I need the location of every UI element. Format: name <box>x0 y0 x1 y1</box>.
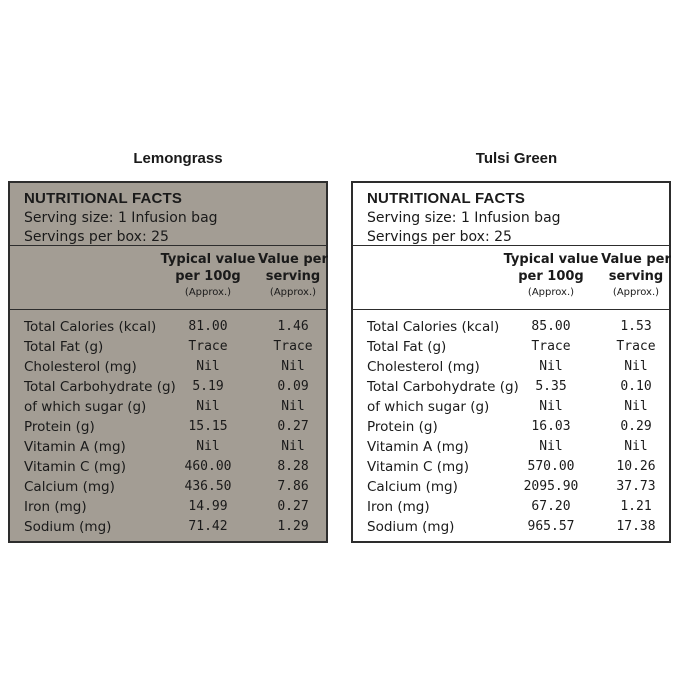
nutrient-name: Total Calories (kcal) <box>367 319 500 335</box>
value-per-100g: Nil <box>196 399 220 414</box>
facts-title: NUTRITIONAL FACTS <box>367 190 526 207</box>
value-per-serving: 1.46 <box>277 319 309 334</box>
value-per-serving: 0.09 <box>277 379 309 394</box>
nutrient-name: Iron (mg) <box>24 499 87 515</box>
value-per-100g: 965.57 <box>527 519 575 534</box>
value-per-100g: Nil <box>196 359 220 374</box>
value-per-serving: 8.28 <box>277 459 309 474</box>
servings-per-box: Servings per box: 25 <box>367 229 512 245</box>
col2-line1: Value per <box>258 252 328 267</box>
nutrient-row <box>353 437 669 457</box>
value-per-serving: Nil <box>281 439 305 454</box>
nutrient-row <box>353 477 669 497</box>
nutrient-rows <box>10 310 326 537</box>
nutrient-name: Total Calories (kcal) <box>24 319 157 335</box>
nutrient-row <box>353 517 669 537</box>
nutrient-name: Protein (g) <box>367 419 438 435</box>
value-per-serving: Trace <box>273 339 313 354</box>
value-per-100g: 81.00 <box>188 319 228 334</box>
value-per-100g: 570.00 <box>527 459 575 474</box>
nutrient-name: Total Fat (g) <box>24 339 104 355</box>
value-per-serving: Nil <box>624 399 648 414</box>
value-per-100g: 5.19 <box>192 379 224 394</box>
col1-line1: Typical value <box>160 252 256 267</box>
col-value-per-serving-header <box>258 251 328 300</box>
nutrient-row <box>353 337 669 357</box>
panel-header <box>10 183 326 246</box>
value-per-serving: 7.86 <box>277 479 309 494</box>
col2-line1: Value per <box>601 252 671 267</box>
value-per-serving: 0.27 <box>277 419 309 434</box>
col2-line2: serving <box>608 269 664 284</box>
nutrient-name: Total Carbohydrate (g) <box>367 379 519 395</box>
nutrient-name: Sodium (mg) <box>367 519 455 535</box>
value-per-serving: Nil <box>281 399 305 414</box>
value-per-serving: 0.29 <box>620 419 652 434</box>
value-per-serving: 1.21 <box>620 499 652 514</box>
nutrient-row <box>353 397 669 417</box>
value-per-100g: 460.00 <box>184 459 232 474</box>
nutrient-name: Total Carbohydrate (g) <box>24 379 176 395</box>
col-typical-value-header <box>503 251 599 300</box>
nutrient-row <box>10 317 326 337</box>
value-per-serving: Nil <box>281 359 305 374</box>
nutrient-name: Iron (mg) <box>367 499 430 515</box>
nutrient-name: of which sugar (g) <box>367 399 490 415</box>
nutrient-name: Calcium (mg) <box>367 479 458 495</box>
panel-header <box>353 183 669 246</box>
nutrient-name: Sodium (mg) <box>24 519 112 535</box>
nutrient-row <box>353 497 669 517</box>
col2-line2: serving <box>265 269 321 284</box>
value-per-100g: Nil <box>539 439 563 454</box>
value-per-serving: 0.10 <box>620 379 652 394</box>
nutrient-name: of which sugar (g) <box>24 399 147 415</box>
nutrient-name: Protein (g) <box>24 419 95 435</box>
nutrient-name: Vitamin C (mg) <box>367 459 469 475</box>
nutrient-name: Vitamin A (mg) <box>367 439 469 455</box>
value-per-100g: 2095.90 <box>523 479 579 494</box>
servings-per-box: Servings per box: 25 <box>24 229 169 245</box>
nutrient-row <box>10 477 326 497</box>
value-per-100g: Trace <box>531 339 571 354</box>
column-headers <box>353 246 669 310</box>
col-value-per-serving-header <box>601 251 671 300</box>
nutrient-name: Cholesterol (mg) <box>24 359 137 375</box>
lemongrass-title: Lemongrass <box>133 150 223 167</box>
value-per-100g: 85.00 <box>531 319 571 334</box>
nutrient-row <box>10 437 326 457</box>
col1-line1: Typical value <box>503 252 599 267</box>
col2-approx: (Approx.) <box>612 287 660 298</box>
col2-approx: (Approx.) <box>269 287 317 298</box>
value-per-100g: 15.15 <box>188 419 228 434</box>
serving-size: Serving size: 1 Infusion bag <box>367 210 561 226</box>
value-per-100g: Nil <box>196 439 220 454</box>
value-per-100g: 5.35 <box>535 379 567 394</box>
nutrient-rows <box>353 310 669 537</box>
nutrient-row <box>10 377 326 397</box>
value-per-100g: Nil <box>539 359 563 374</box>
col1-approx: (Approx.) <box>184 287 232 298</box>
nutrient-name: Cholesterol (mg) <box>367 359 480 375</box>
nutrient-name: Vitamin A (mg) <box>24 439 126 455</box>
nutrient-row <box>353 417 669 437</box>
nutrient-row <box>353 317 669 337</box>
nutrient-row <box>353 457 669 477</box>
nutrient-row <box>10 457 326 477</box>
nutrient-name: Total Fat (g) <box>367 339 447 355</box>
nutrient-row <box>10 397 326 417</box>
nutrient-row <box>10 517 326 537</box>
col1-approx: (Approx.) <box>527 287 575 298</box>
column-headers <box>10 246 326 310</box>
value-per-100g: 71.42 <box>188 519 228 534</box>
value-per-serving: 10.26 <box>616 459 656 474</box>
nutrient-row <box>10 417 326 437</box>
nutrient-name: Calcium (mg) <box>24 479 115 495</box>
tulsi-green-nutrition-panel <box>351 181 671 543</box>
value-per-100g: Nil <box>539 399 563 414</box>
value-per-serving: 17.38 <box>616 519 656 534</box>
value-per-serving: 0.27 <box>277 499 309 514</box>
value-per-serving: 1.29 <box>277 519 309 534</box>
nutrient-name: Vitamin C (mg) <box>24 459 126 475</box>
col-typical-value-header <box>160 251 256 300</box>
nutrient-row <box>353 357 669 377</box>
nutrient-row <box>353 377 669 397</box>
nutrient-row <box>10 497 326 517</box>
serving-size: Serving size: 1 Infusion bag <box>24 210 218 226</box>
col1-line2: per 100g <box>175 269 241 284</box>
col1-line2: per 100g <box>518 269 584 284</box>
value-per-serving: Nil <box>624 359 648 374</box>
nutrient-row <box>10 337 326 357</box>
value-per-serving: Nil <box>624 439 648 454</box>
value-per-100g: 436.50 <box>184 479 232 494</box>
value-per-serving: 37.73 <box>616 479 656 494</box>
facts-title: NUTRITIONAL FACTS <box>24 190 183 207</box>
tulsi-green-title: Tulsi Green <box>475 150 558 167</box>
lemongrass-nutrition-panel <box>8 181 328 543</box>
value-per-serving: 1.53 <box>620 319 652 334</box>
nutrient-row <box>10 357 326 377</box>
value-per-serving: Trace <box>616 339 656 354</box>
value-per-100g: 16.03 <box>531 419 571 434</box>
value-per-100g: 14.99 <box>188 499 228 514</box>
value-per-100g: 67.20 <box>531 499 571 514</box>
value-per-100g: Trace <box>188 339 228 354</box>
